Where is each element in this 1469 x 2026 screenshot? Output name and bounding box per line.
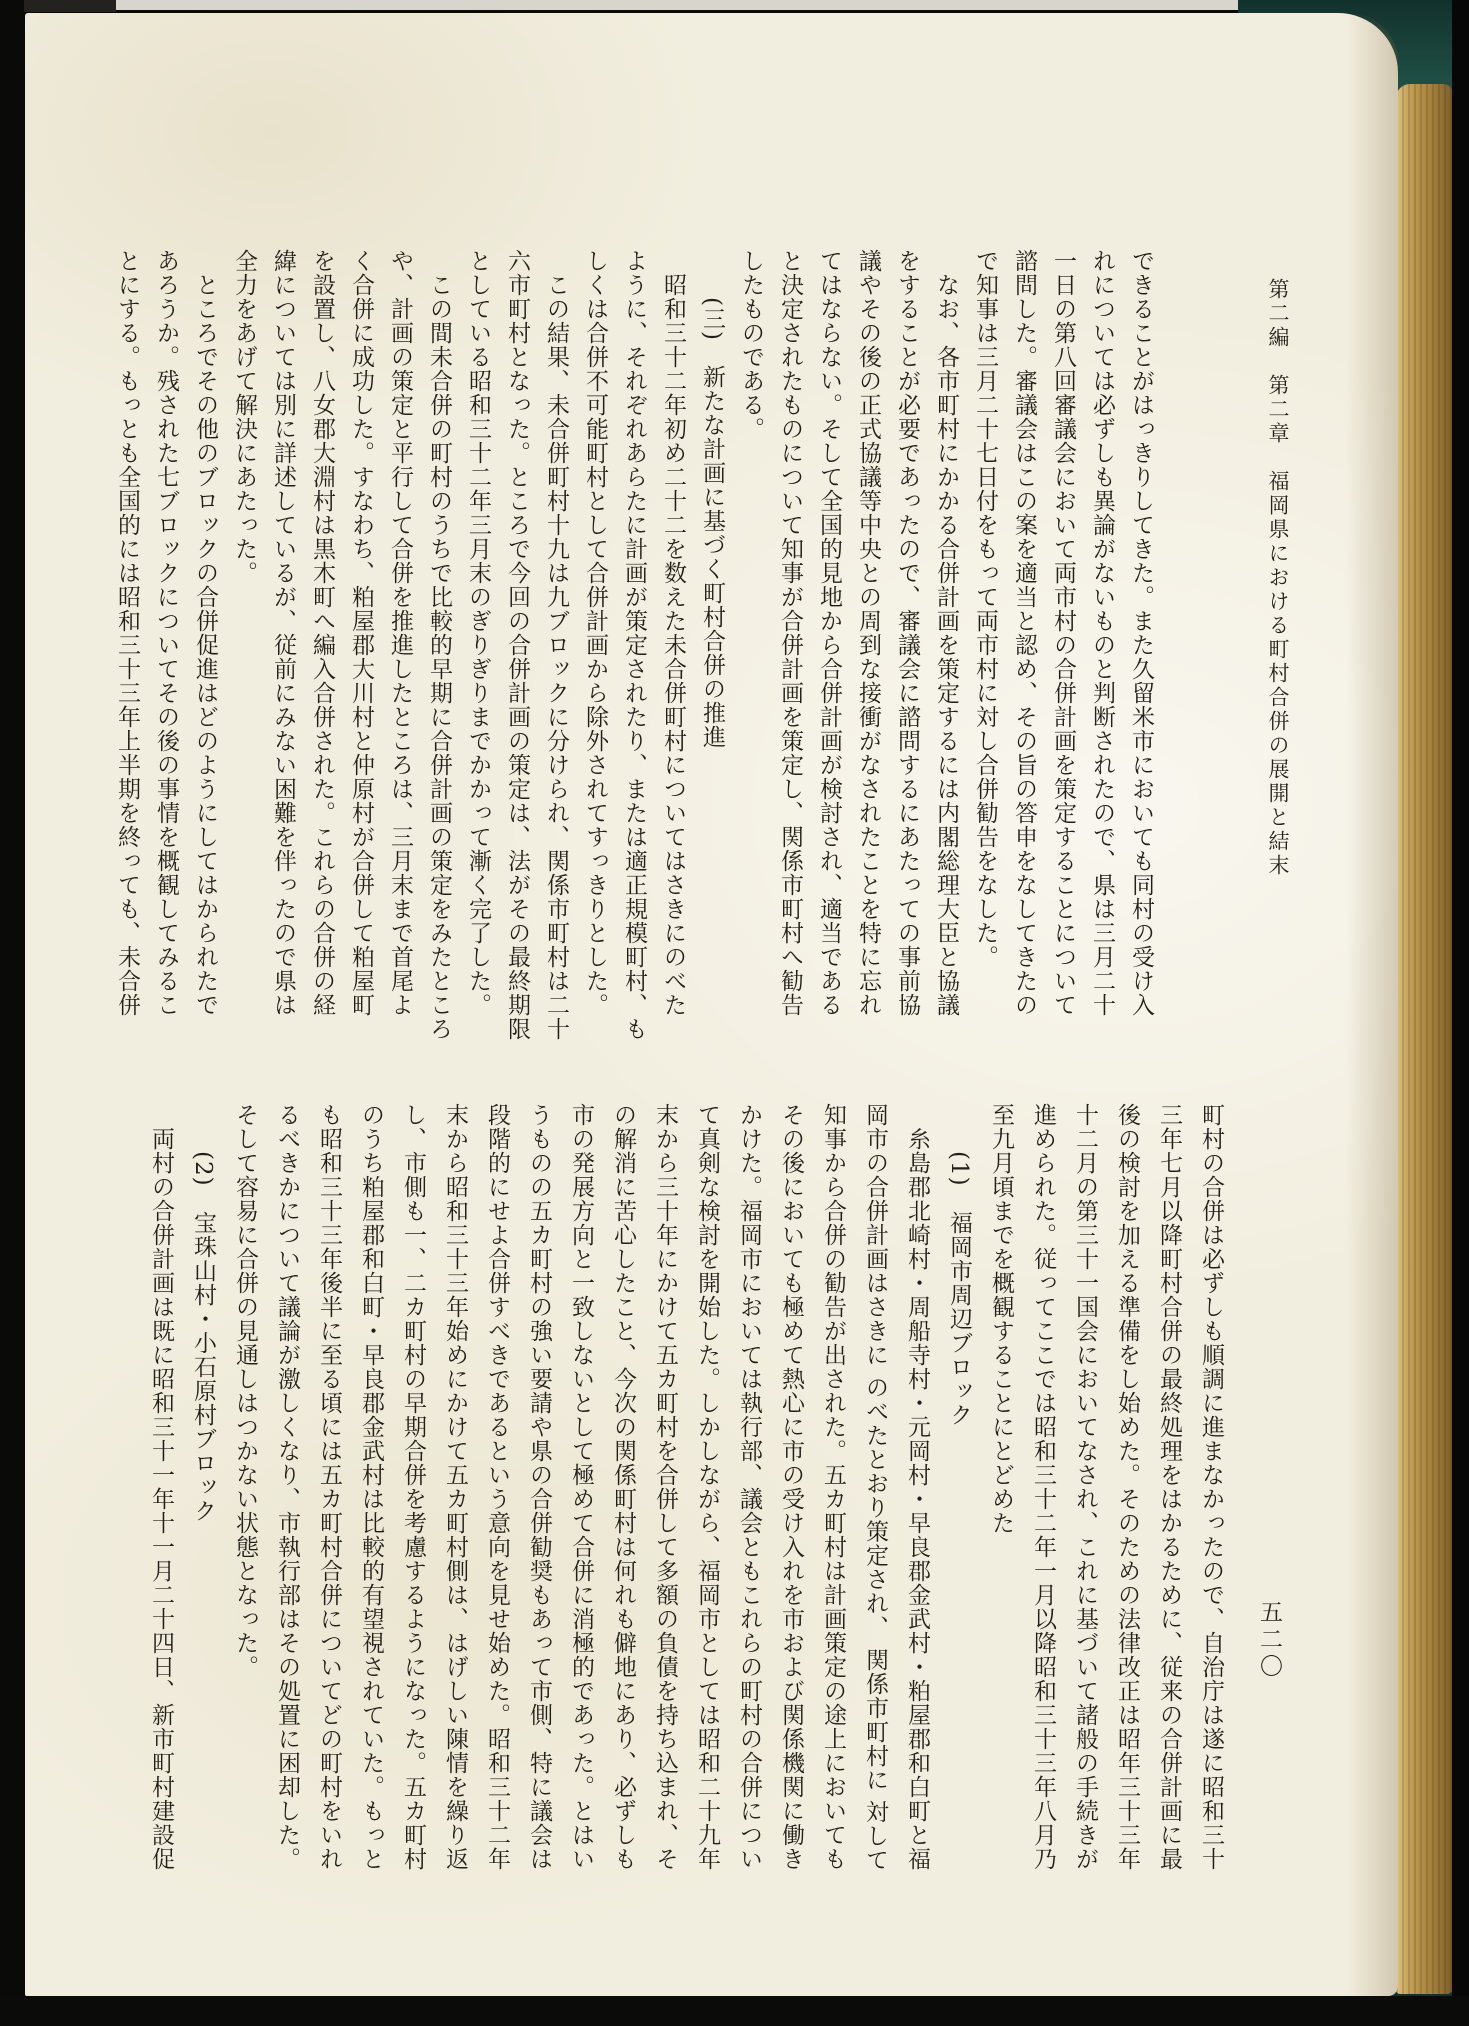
text-column: あろうか。残された七ブロックについてその後の事情を概観してみるこ (153, 249, 179, 1017)
text-column: 糸島郡北崎村・周船寺村・元岡村・早良郡金武村・粕屋郡和白町と福 (904, 1127, 930, 1871)
text-column: としている昭和三十二年三月末のぎりぎりまでかかって漸く完了した。 (465, 249, 491, 1017)
text-column: ように、それぞれあらたに計画が策定されたり、または適正規模町村、も (621, 249, 647, 1041)
text-column: 十二月の第三十一国会においてなされ、これに基づいて諸般の手続きが (1072, 1103, 1098, 1871)
text-column: 岡市の合併計画はさきに のべたとおり策定され、 関係市町村に 対して (862, 1103, 888, 1872)
text-column: 市の発展方向と一致しないとして極めて合併に消極的であった。とはい (568, 1103, 594, 1871)
text-column: や、計画の策定と平行して合併を推進したところは、三月末まで首尾よ (387, 249, 413, 1017)
text-column: 進められた。従ってここでは昭和三十二年一月以降昭和三十三年八月乃 (1030, 1103, 1056, 1871)
text-column: く合併に成功した。すなわち、粕屋郡大川村と仲原村が合併して粕屋町 (348, 249, 374, 1017)
text-column: 末から昭和三十三年始めにかけて五カ町村側は、はげしい陳情を繰り返 (442, 1103, 468, 1871)
text-column: ところでその他のブロックの合併促進はどのようにしてはかられたで (192, 273, 218, 1017)
text-column: し、市側も一、二カ町村の早期合併を考慮するようになった。五カ町村 (400, 1103, 426, 1871)
scanner-bed-strip (112, 0, 1244, 10)
text-column: なお、各市町村にかかる合併計画を策定するには内閣総理大臣と協議 (933, 273, 959, 1017)
text-column: (1) 福岡市周辺ブロック (946, 1151, 972, 1427)
text-column: をすることが必要であったので、審議会に諮問するにあたっての事前協 (894, 249, 920, 1017)
scan-edge-bottom (0, 1996, 1469, 2026)
text-column: るべきかについて議論が激しくなり、市執行部はその処置に困却した。 (274, 1103, 300, 1871)
text-block-bottom (138, 1103, 1230, 1872)
scan-shadow-top-left (24, 0, 116, 12)
text-column: 六市町村となった。ところで今回の合併計画の策定は、法がその最終期限 (504, 249, 530, 1041)
text-column: その後においても極めて熱心に市の受け入れを市および関係機関に働き (778, 1103, 804, 1871)
text-column: とにする。もっとも全国的には昭和三十三年上半期を終っても、未合併 (114, 249, 140, 1017)
page-paper (25, 13, 1398, 1996)
text-column: 後の検討を加える準備をし始めた。そのための法律改正は昭年三十三年 (1114, 1103, 1140, 1871)
text-column: 両村の合併計画は既に昭和三十一年十一月二十四日、新市町村建設促 (148, 1127, 174, 1871)
text-block-top (107, 249, 1160, 1041)
text-column: 町村の合併は必ずしも順調に進まなかったので、自治庁は遂に昭和三十 (1198, 1103, 1224, 1871)
text-column: を設置し、八女郡大淵村は黒木町へ編入合併された。これらの合併の経 (309, 249, 335, 1017)
text-column: で知事は三月二十七日付をもって両市村に対し合併勧告をなした。 (972, 249, 998, 969)
text-column: 諮問した。審議会はこの案を適当と認め、その旨の答申をなしてきたの (1011, 249, 1037, 1017)
text-column: (2) 宝珠山村・小石原村ブロック (190, 1151, 216, 1523)
text-column: 段階的にせよ合併すべきであるという意向を見せ始めた。昭和三十二年 (484, 1103, 510, 1871)
running-header: 第二編 第二章 福岡県における町村合併の展開と結末 (1266, 278, 1290, 878)
text-column: のうち粕屋郡和白町・早良郡金武村は比較的有望視されていた。もっと (358, 1103, 384, 1871)
text-column: かけた。福岡市においては執行部、議会ともこれらの町村の合併につい (736, 1103, 762, 1871)
text-column: 知事から合併の勧告が出された。五カ町村は計画策定の途上においても (820, 1103, 846, 1871)
text-column: れについては必ずしも異論がないものと判断されたので、県は三月二十 (1089, 249, 1115, 1017)
text-column: 昭和三十二年初め二十二を数えた未合併町村についてはさきにのべた (660, 273, 686, 1017)
text-column: 至九月頃までを概観することにとどめた (988, 1103, 1014, 1535)
text-column: しくは合併不可能町村として合併計画から除外されてすっきりとした。 (582, 249, 608, 1017)
text-column: 議やその後の正式協議等中央との周到な接衝がなされたことを特に忘れ (855, 249, 881, 1017)
text-column: の解消に苦心したこと、今次の関係町村は何れも僻地にあり、必ずしも (610, 1103, 636, 1871)
text-column: したものである。 (738, 249, 764, 441)
text-column: (三) 新たな計画に基づく町村合併の推進 (699, 297, 725, 749)
book-pages-fore-edge (1396, 84, 1453, 1994)
text-column: 三年七月以降町村合併の最終処理をはかるために、従来の合併計画に最 (1156, 1103, 1182, 1871)
text-column: 全力をあげて解決にあたった。 (231, 249, 257, 585)
text-column: この結果、未合併町村十九は九ブロックに分けられ、関係市町村は二十 (543, 273, 569, 1041)
text-column: も昭和三十三年後半に至る頃には五カ町村合併についてどの町村をいれ (316, 1103, 342, 1871)
text-column: と決定されたものについて知事が合併計画を策定し、関係市町村へ勧告 (777, 249, 803, 1017)
text-column: できることがはっきりしてきた。また久留米市においても同村の受け入 (1128, 249, 1154, 1017)
text-column: この間未合併の町村のうちで比較的早期に合併計画の策定をみたところ (426, 273, 452, 1041)
text-column: てはならない。そして全国的見地から合併計画が検討され、適当である (816, 249, 842, 1017)
scan-edge-right (1452, 0, 1469, 2026)
text-column: 末から三十年にかけて五カ町村を合併して多額の負債を持ち込まれ、そ (652, 1103, 678, 1871)
text-column: て真剣な検討を開始した。しかしながら、福岡市としては昭和二十九年 (694, 1103, 720, 1871)
text-column: 一日の第八回審議会において両市村の合併計画を策定することについて (1050, 249, 1076, 1017)
page-number: 五二〇 (1256, 1600, 1282, 1681)
text-column: 緯については別に詳述しているが、従前にみない困難を伴ったので県は (270, 249, 296, 1017)
text-column: うものの五カ町村の強い要請や県の合併勧奨もあって市側、特に議会は (526, 1103, 552, 1871)
text-column: そして容易に合併の見通しはつかない状態となった。 (232, 1103, 258, 1679)
